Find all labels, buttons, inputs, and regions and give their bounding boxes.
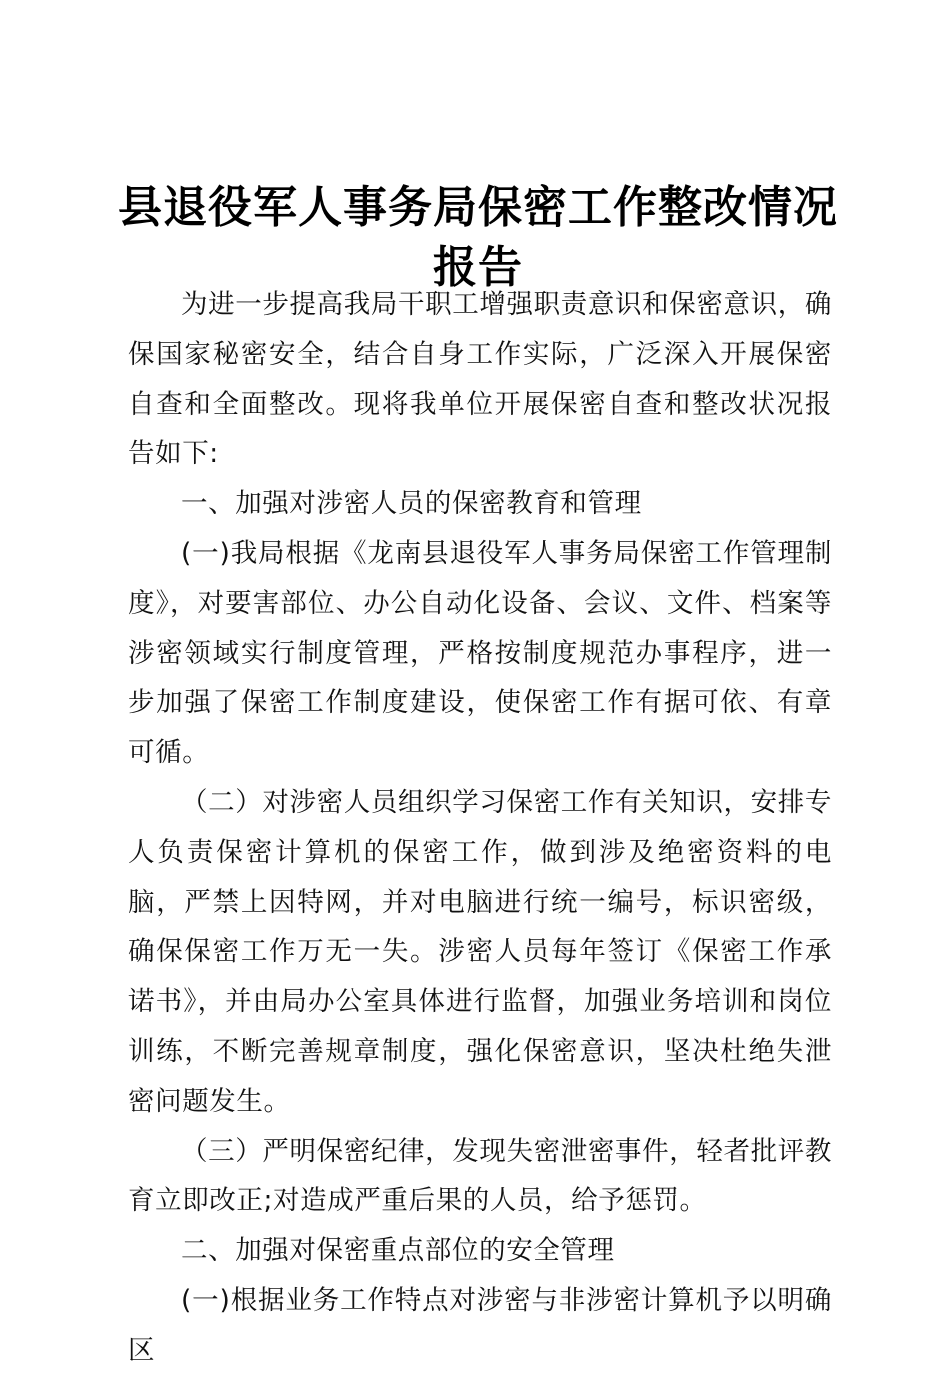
document-body bbox=[128, 280, 832, 1376]
document-title: 县退役军人事务局保密工作整改情况报告 bbox=[118, 182, 838, 293]
paragraph-1-2: （二）对涉密人员组织学习保密工作有关知识，安排专人负责保密计算机的保密工作，做到涉及绝密资料的电脑，严禁上因特网，并对电脑进行统一编号，标识密级，确保保密工作万无一失。涉密人员每年签订《保密工作承诺书》，并由局办公室具体进行监督，加强业务培训和岗位训练，不断完善规章制度，强化保密意识，坚决杜绝失泄密问题发生。 bbox=[128, 786, 832, 1117]
section-heading-2: 二、加强对保密重点部位的安全管理 bbox=[181, 1235, 615, 1267]
paragraph-1-3: （三）严明保密纪律，发现失密泄密事件，轻者批评教育立即改正;对造成严重后果的人员，给予惩罚。 bbox=[128, 1135, 832, 1217]
paragraph-2-1: (一)根据业务工作特点对涉密与非涉密计算机予以明确区 bbox=[128, 1284, 832, 1366]
section-heading-1: 一、加强对涉密人员的保密教育和管理 bbox=[181, 488, 642, 520]
paragraph-intro: 为进一步提高我局干职工增强职责意识和保密意识，确保国家秘密安全，结合自身工作实际，广泛深入开展保密自查和全面整改。现将我单位开展保密自查和整改状况报告如下: bbox=[128, 289, 832, 470]
paragraph-1-1: (一)我局根据《龙南县退役军人事务局保密工作管理制度》，对要害部位、办公自动化设备、会议、文件、档案等涉密领域实行制度管理，严格按制度规范办事程序，进一步加强了保密工作制度建设，使保密工作有据可依、有章可循。 bbox=[128, 537, 832, 769]
